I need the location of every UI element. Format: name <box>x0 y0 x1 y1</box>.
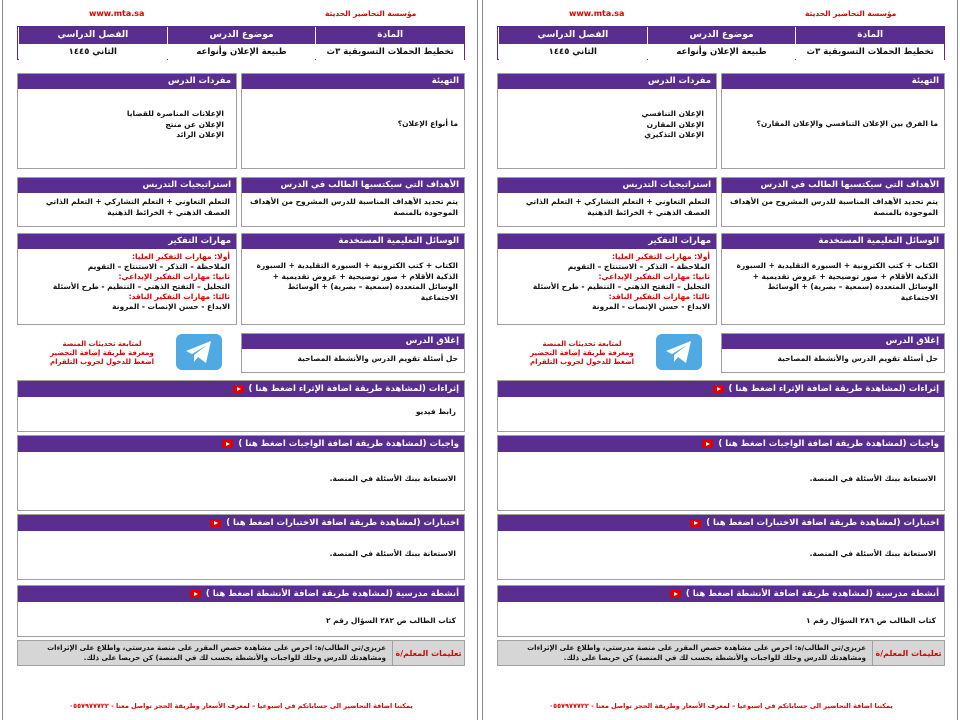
goals-text: يتم تحديد الأهداف المناسبة للدرس المشروح من الأهداف الموجودة بالمنصة <box>729 197 938 217</box>
activities-title-text: أنشطة مدرسية (لمشاهدة طريقة اضافة الأنشطة اضغط هنا ) <box>205 589 459 599</box>
topic-value: طبيعة الإعلان وأنواعه <box>648 44 796 60</box>
subject-column <box>315 27 464 59</box>
goals-title: الأهداف التي سيكتسبها الطالب في الدرس <box>722 178 944 193</box>
vocab-item: الإعلان الرائد <box>176 130 224 139</box>
teacher-notes-text: عزيزي/تي الطالب/ة: احرص على مشاهدة حصص المقرر على منصة مدرستي، واطلاع على الإثراءات ومشاهدتك للدرس وحلك للواجبات والأنشطة يحسب لك في المنصة) كن حريصا على ذلك. <box>498 641 872 665</box>
thinking-skills-list <box>498 249 716 316</box>
intro-box <box>241 73 465 169</box>
closing-text: حل أسئلة تقويم الدرس والأنشطة المصاحبة <box>777 354 938 363</box>
vocab-box <box>497 73 717 169</box>
strategies-list <box>18 193 236 222</box>
activities-title[interactable] <box>498 586 944 602</box>
homework-title-text: واجبات (لمشاهدة طريقة اضافة الواجبات اضغط هنا ) <box>718 439 939 449</box>
tests-section <box>17 514 465 580</box>
thinking-skills-box <box>497 233 717 325</box>
topic-label: موضوع الدرس <box>168 27 316 44</box>
activities-text: كتاب الطالب ص ٢٨٦ السؤال رقم ١ <box>805 616 936 625</box>
organization-name: مؤسسة التحاضير الحديثة <box>805 9 897 18</box>
activities-section <box>497 585 945 637</box>
teacher-notes <box>497 640 945 666</box>
strategies-list <box>498 193 716 222</box>
tests-text: الاستعانة ببنك الأسئلة في المنصة. <box>809 549 936 558</box>
enrichment-text <box>498 397 944 407</box>
strategies-title: استراتيجيات التدريس <box>498 178 716 193</box>
thinking-skills-title: مهارات التفكير <box>18 234 236 249</box>
telegram-promo[interactable] <box>41 340 163 367</box>
teacher-notes-label: تعليمات المعلم/ة <box>392 641 464 665</box>
lesson-plan-page-2 <box>482 0 958 720</box>
subject-column <box>795 27 944 59</box>
enrichment-section <box>17 380 465 432</box>
term-value: الثاني ١٤٤٥ <box>19 44 167 60</box>
term-label: الفصل الدراسي <box>19 27 167 44</box>
strategies-box <box>17 177 237 227</box>
teacher-notes <box>17 640 465 666</box>
enrichment-title[interactable] <box>18 381 464 397</box>
skill-line: ثالثا: مهارات التفكير الناقد: <box>128 292 230 301</box>
term-label: الفصل الدراسي <box>499 27 647 44</box>
lesson-plan-page-1 <box>2 0 478 720</box>
media-title: الوسائل التعليمية المستخدمة <box>242 234 464 249</box>
enrichment-title-text: إثراءات (لمشاهدة طريقة اضافة الإثراء اضغط هنا ) <box>248 384 459 394</box>
tests-title-text: اختبارات (لمشاهدة طريقة اضافة الاختبارات اضغط هنا ) <box>706 518 939 528</box>
term-column <box>18 27 167 59</box>
goals-text: يتم تحديد الأهداف المناسبة للدرس المشروح من الأهداف الموجودة بالمنصة <box>249 197 458 217</box>
media-text: الكتاب + كتب الكترونية + السبورة التقليدية + السبورة الذكية الأقلام + صور توضيحية + عروض تقديمية + الوسائل المتعددة (سمعية – بصرية) + الوسائط الاجتماعية <box>256 261 458 302</box>
vocab-item: الإعلان المقارن <box>646 119 704 129</box>
skill-line: الابداع - حسن الإنصات - المرونة <box>592 302 710 311</box>
intro-box <box>721 73 945 169</box>
lesson-header-table <box>17 26 465 60</box>
homework-text: الاستعانة ببنك الأسئلة في المنصة. <box>809 474 936 483</box>
skill-line: الابداع - حسن الإنصات - المرونة <box>112 302 230 311</box>
telegram-icon[interactable] <box>176 334 222 370</box>
site-url[interactable]: www.mta.sa <box>569 9 625 18</box>
promo-line: ومعرفة طريقة إضافة التحضير <box>50 349 154 357</box>
goals-box <box>241 177 465 227</box>
skill-line: أولا: مهارات التفكير العليا: <box>132 252 230 261</box>
youtube-play-icon[interactable] <box>233 385 244 393</box>
media-title: الوسائل التعليمية المستخدمة <box>722 234 944 249</box>
youtube-play-icon[interactable] <box>222 440 233 448</box>
youtube-play-icon[interactable] <box>702 440 713 448</box>
skill-line: ثالثا: مهارات التفكير الناقد: <box>608 292 710 301</box>
vocab-item: الإعلان التذكيري <box>644 130 704 139</box>
homework-section <box>17 435 465 511</box>
intro-title: التهيئة <box>722 74 944 89</box>
footer-contact: يمكننا اضافة التحاضير الى حساباتكم في اسبوعيا – لمعرف الأسعار وطريقة الحجز تواصل معنا - ٠٥٥٧٩٧٧٧٢٢ <box>549 702 893 710</box>
closing-box <box>241 333 465 373</box>
enrichment-title-text: إثراءات (لمشاهدة طريقة اضافة الإثراء اضغط هنا ) <box>728 384 939 394</box>
activities-text: كتاب الطالب ص ٢٨٢ السؤال رقم ٢ <box>325 616 456 625</box>
strategy-line: العصف الذهني + الخرائط الذهنية <box>587 207 710 217</box>
youtube-play-icon[interactable] <box>713 385 724 393</box>
vocab-item: الإعلان التنافسي <box>641 109 704 118</box>
footer-contact: يمكننا اضافة التحاضير الى حساباتكم في اسبوعيا – لمعرف الأسعار وطريقة الحجز تواصل معنا - ٠٥٥٧٩٧٧٧٢٢ <box>69 702 413 710</box>
organization-name: مؤسسة التحاضير الحديثة <box>325 9 417 18</box>
strategy-line: العصف الذهني + الخرائط الذهنية <box>107 207 230 217</box>
tests-title[interactable] <box>498 515 944 531</box>
promo-line: لمتابعة تحديثات المنصة <box>542 340 622 348</box>
activities-title-text: أنشطة مدرسية (لمشاهدة طريقة اضافة الأنشطة اضغط هنا ) <box>685 589 939 599</box>
thinking-skills-title: مهارات التفكير <box>498 234 716 249</box>
vocab-list <box>498 89 716 145</box>
intro-text: ما أنواع الإعلان؟ <box>397 119 458 128</box>
topic-value: طبيعة الإعلان وأنواعه <box>168 44 316 60</box>
vocab-title: مفردات الدرس <box>18 74 236 89</box>
closing-title: إغلاق الدرس <box>242 334 464 349</box>
vocab-item: الإعلانات المناصرة للقضايا <box>126 109 224 118</box>
enrichment-title[interactable] <box>498 381 944 397</box>
promo-line: اضغط للدخول لجروب التلقرام <box>529 358 635 366</box>
telegram-icon[interactable] <box>656 334 702 370</box>
intro-title: التهيئة <box>242 74 464 89</box>
promo-line: لمتابعة تحديثات المنصة <box>62 340 142 348</box>
activities-title[interactable] <box>18 586 464 602</box>
tests-title-text: اختبارات (لمشاهدة طريقة اضافة الاختبارات اضغط هنا ) <box>226 518 459 528</box>
youtube-play-icon[interactable] <box>670 590 681 598</box>
homework-title[interactable] <box>498 436 944 452</box>
thinking-skills-box <box>17 233 237 325</box>
topic-column <box>647 27 796 59</box>
strategy-line: التعلم التعاوني + التعلم التشاركي + التعلم الذاتي <box>525 197 710 206</box>
tests-title[interactable] <box>18 515 464 531</box>
subject-label: المادة <box>796 27 944 44</box>
telegram-promo[interactable] <box>521 340 643 367</box>
strategy-line: التعلم التعاوني + التعلم التشاركي + التعلم الذاتي <box>45 197 230 206</box>
youtube-play-icon[interactable] <box>210 519 221 527</box>
closing-text: حل أسئلة تقويم الدرس والأنشطة المصاحبة <box>297 354 458 363</box>
lesson-header-table <box>497 26 945 60</box>
term-column <box>498 27 647 59</box>
homework-text: الاستعانة ببنك الأسئلة في المنصة. <box>329 474 456 483</box>
enrichment-section <box>497 380 945 432</box>
homework-title[interactable] <box>18 436 464 452</box>
subject-value: تخطيط الحملات التسويقية ٣ث <box>316 44 464 60</box>
youtube-play-icon[interactable] <box>690 519 701 527</box>
intro-text: ما الفرق بين الإعلان التنافسي والإعلان المقارن؟ <box>756 119 938 128</box>
goals-title: الأهداف التي سيكتسبها الطالب في الدرس <box>242 178 464 193</box>
vocab-box <box>17 73 237 169</box>
topic-column <box>167 27 316 59</box>
strategies-title: استراتيجيات التدريس <box>18 178 236 193</box>
subject-label: المادة <box>316 27 464 44</box>
vocab-title: مفردات الدرس <box>498 74 716 89</box>
skill-line: ثانيا: مهارات التفكير الإبداعي: <box>118 272 230 281</box>
strategies-box <box>497 177 717 227</box>
skill-line: ثانيا: مهارات التفكير الإبداعي: <box>598 272 710 281</box>
media-box <box>241 233 465 325</box>
tests-text: الاستعانة ببنك الأسئلة في المنصة. <box>329 549 456 558</box>
skill-line: التحليل – التفتح الذهني – التنظيم - طرح الأسئلة <box>532 282 710 291</box>
homework-title-text: واجبات (لمشاهدة طريقة اضافة الواجبات اضغط هنا ) <box>238 439 459 449</box>
enrichment-text: رابط فيديو <box>415 407 456 416</box>
activities-section <box>17 585 465 637</box>
thinking-skills-list <box>18 249 236 316</box>
goals-box <box>721 177 945 227</box>
teacher-notes-text: عزيزي/تي الطالب/ة: احرص على مشاهدة حصص المقرر على منصة مدرستي، واطلاع على الإثراءات ومشاهدتك للدرس وحلك للواجبات والأنشطة يحسب لك في المنصة) كن حريصا على ذلك. <box>18 641 392 665</box>
skill-line: الملاحظة – التذكر – الاستنتاج – التقويم <box>567 262 710 271</box>
vocab-list <box>18 89 236 145</box>
tests-section <box>497 514 945 580</box>
teacher-notes-label: تعليمات المعلم/ة <box>872 641 944 665</box>
topic-label: موضوع الدرس <box>648 27 796 44</box>
media-box <box>721 233 945 325</box>
site-url[interactable]: www.mta.sa <box>89 9 145 18</box>
skill-line: الملاحظة – التذكر – الاستنتاج – التقويم <box>87 262 230 271</box>
closing-title: إغلاق الدرس <box>722 334 944 349</box>
promo-line: اضغط للدخول لجروب التلقرام <box>49 358 155 366</box>
promo-line: ومعرفة طريقة إضافة التحضير <box>530 349 634 357</box>
youtube-play-icon[interactable] <box>190 590 201 598</box>
subject-value: تخطيط الحملات التسويقية ٣ث <box>796 44 944 60</box>
skill-line: التحليل – التفتح الذهني – التنظيم - طرح الأسئلة <box>52 282 230 291</box>
media-text: الكتاب + كتب الكترونية + السبورة التقليدية + السبورة الذكية الأقلام + صور توضيحية + عروض تقديمية + الوسائل المتعددة (سمعية – بصرية) + الوسائط الاجتماعية <box>736 261 938 302</box>
homework-section <box>497 435 945 511</box>
term-value: الثاني ١٤٤٥ <box>499 44 647 60</box>
closing-box <box>721 333 945 373</box>
skill-line: أولا: مهارات التفكير العليا: <box>612 252 710 261</box>
vocab-item: الإعلان عن منتج <box>165 119 224 129</box>
